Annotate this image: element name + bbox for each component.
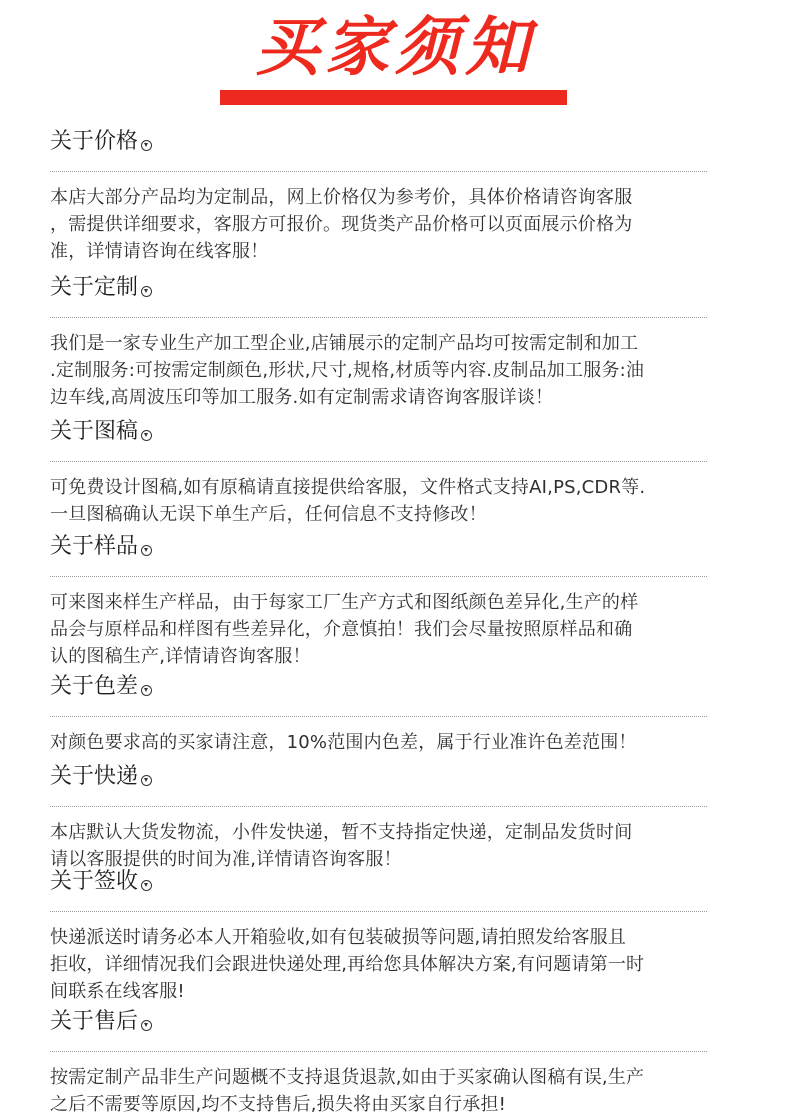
- chevron-down-circle-icon: [141, 685, 152, 696]
- dotted-divider: [50, 806, 707, 807]
- chevron-down-circle-icon: [141, 775, 152, 786]
- header: [0, 0, 790, 110]
- body-line: .定制服务:可按需定制颜色,形状,尺寸,规格,材质等内容.皮制品加工服务:油: [50, 360, 645, 381]
- body-line: ，需提供详细要求，客服方可报价。现货类产品价格可以页面展示价格为: [50, 214, 633, 235]
- section-body: [50, 184, 710, 265]
- body-line: 一旦图稿确认无误下单生产后，任何信息不支持修改！: [50, 504, 487, 525]
- section-after-sales: [50, 1005, 710, 1118]
- body-line: 本店大部分产品均为定制品，网上价格仅为参考价，具体价格请咨询客服: [50, 187, 633, 208]
- chevron-down-circle-icon: [141, 1020, 152, 1031]
- section-title: 关于图稿: [50, 419, 139, 444]
- section-shipping: [50, 760, 710, 873]
- section-title: 关于样品: [50, 534, 139, 559]
- section-title: 关于价格: [50, 129, 139, 154]
- dotted-divider: [50, 1051, 707, 1052]
- section-samples: [50, 530, 710, 670]
- body-line: 间联系在线客服!: [50, 981, 185, 1002]
- body-line: 拒收，详细情况我们会跟进快递处理,再给您具体解决方案,有问题请第一时: [50, 954, 645, 975]
- dotted-divider: [50, 716, 707, 717]
- section-price: [50, 125, 710, 265]
- section-title: 关于色差: [50, 674, 139, 699]
- section-body: [50, 729, 710, 756]
- dotted-divider: [50, 576, 707, 577]
- body-line: 边车线,高周波压印等加工服务.如有定制需求请咨询客服详谈！: [50, 387, 554, 408]
- body-line: 请以客服提供的时间为准,详情请咨询客服！: [50, 849, 402, 870]
- dotted-divider: [50, 317, 707, 318]
- dotted-divider: [50, 171, 707, 172]
- section-receipt: [50, 865, 710, 1005]
- body-line: 之后不需要等原因,均不支持售后,损失将由买家自行承担!: [50, 1094, 507, 1115]
- body-line: 可免费设计图稿,如有原稿请直接提供给客服，文件格式支持AI,PS,CDR等.: [50, 477, 646, 498]
- body-line: 快递派送时请务必本人开箱验收,如有包装破损等问题,请拍照发给客服且: [50, 927, 627, 948]
- section-title: 关于定制: [50, 275, 139, 300]
- chevron-down-circle-icon: [141, 140, 152, 151]
- body-line: 准，详情请咨询在线客服！: [50, 241, 269, 262]
- chevron-down-circle-icon: [141, 880, 152, 891]
- dotted-divider: [50, 461, 707, 462]
- chevron-down-circle-icon: [141, 430, 152, 441]
- title-underline-bar: [220, 90, 567, 105]
- body-line: 按需定制产品非生产问题概不支持退货退款,如由于买家确认图稿有误,生产: [50, 1067, 645, 1088]
- section-body: [50, 1064, 710, 1118]
- page-title: 买家须知: [255, 11, 535, 85]
- section-title: 关于快递: [50, 764, 139, 789]
- body-line: 我们是一家专业生产加工型企业,店铺展示的定制产品均可按需定制和加工: [50, 333, 639, 354]
- section-body: [50, 330, 710, 411]
- body-line: 本店默认大货发物流，小件发快递，暂不支持指定快递，定制品发货时间: [50, 822, 633, 843]
- section-title: 关于售后: [50, 1009, 139, 1034]
- chevron-down-circle-icon: [141, 286, 152, 297]
- section-body: [50, 924, 710, 1005]
- body-line: 品会与原样品和样图有些差异化，介意慎拍！我们会尽量按照原样品和确: [50, 619, 633, 640]
- body-line: 可来图来样生产样品，由于每家工厂生产方式和图纸颜色差异化,生产的样: [50, 592, 639, 613]
- section-artwork: [50, 415, 710, 528]
- dotted-divider: [50, 911, 707, 912]
- body-line: 认的图稿生产,详情请咨询客服！: [50, 646, 311, 667]
- chevron-down-circle-icon: [141, 545, 152, 556]
- body-line: 对颜色要求高的买家请注意，10%范围内色差，属于行业准许色差范围！: [50, 732, 637, 753]
- section-body: [50, 474, 710, 528]
- section-customization: [50, 271, 710, 411]
- section-body: [50, 589, 710, 670]
- section-title: 关于签收: [50, 869, 139, 894]
- section-color-difference: [50, 670, 710, 756]
